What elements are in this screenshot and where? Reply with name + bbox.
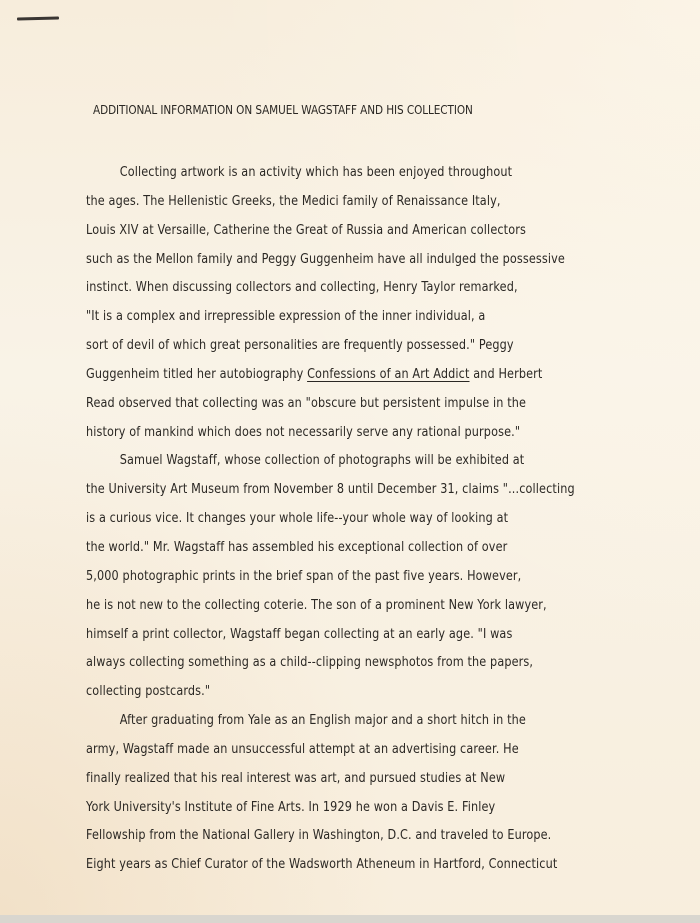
- text-line: Eight years as Chief Curator of the Wadsworth Atheneum in Hartford, Connecticut: [86, 857, 558, 873]
- text-line: Collecting artwork is an activity which has been enjoyed throughout: [119, 165, 513, 180]
- text-line: is a curious vice. It changes your whole life--your whole way of looking at: [86, 511, 509, 527]
- document-body: [86, 165, 686, 886]
- document-title: ADDITIONAL INFORMATION ON SAMUEL WAGSTAFF AND HIS COLLECTION: [93, 103, 473, 117]
- text-line: the University Art Museum from November 8 until December 31, claims "...collecting: [86, 482, 575, 498]
- text-line: the world." Mr. Wagstaff has assembled his exceptional collection of over: [86, 539, 508, 555]
- text-line: always collecting something as a child--clipping newsphotos from the papers,: [86, 655, 534, 671]
- staple-mark: [17, 16, 59, 20]
- text-line: Read observed that collecting was an "obscure but persistent impulse in the: [86, 395, 527, 411]
- text-line: finally realized that his real interest was art, and pursued studies at New: [86, 770, 506, 786]
- text-line: instinct. When discussing collectors and collecting, Henry Taylor remarked,: [86, 280, 518, 296]
- text-line: the ages. The Hellenistic Greeks, the Medici family of Renaissance Italy,: [86, 193, 501, 209]
- text-line: York University's Institute of Fine Arts. In 1929 he won a Davis E. Finley: [86, 799, 496, 815]
- text-line: history of mankind which does not necessarily serve any rational purpose.": [86, 424, 521, 440]
- text-line: collecting postcards.": [86, 684, 211, 700]
- text-line: 5,000 photographic prints in the brief span of the past five years. However,: [86, 568, 522, 584]
- text-line: "It is a complex and irrepressible expression of the inner individual, a: [86, 309, 486, 325]
- text-line: he is not new to the collecting coterie. The son of a prominent New York lawyer,: [86, 597, 547, 613]
- text-line-with-book-title: [86, 367, 605, 396]
- text-segment: and Herbert: [469, 366, 543, 382]
- text-line: Samuel Wagstaff, whose collection of photographs will be exhibited at: [119, 453, 525, 469]
- text-line: army, Wagstaff made an unsuccessful attempt at an advertising career. He: [86, 741, 519, 757]
- text-line: sort of devil of which great personalities are frequently possessed." Peggy: [86, 338, 514, 354]
- text-segment: Guggenheim titled her autobiography: [86, 366, 308, 382]
- book-title: Confessions of an Art Addict: [307, 366, 470, 382]
- text-line: such as the Mellon family and Peggy Guggenheim have all indulged the possessive: [86, 251, 565, 267]
- text-line: Louis XIV at Versaille, Catherine the Great of Russia and American collectors: [86, 222, 526, 238]
- text-line: himself a print collector, Wagstaff began collecting at an early age. "I was: [86, 626, 513, 642]
- text-line: After graduating from Yale as an English major and a short hitch in the: [119, 713, 526, 729]
- scan-bottom-edge: [0, 915, 700, 923]
- text-line: Fellowship from the National Gallery in Washington, D.C. and traveled to Europe.: [86, 828, 552, 844]
